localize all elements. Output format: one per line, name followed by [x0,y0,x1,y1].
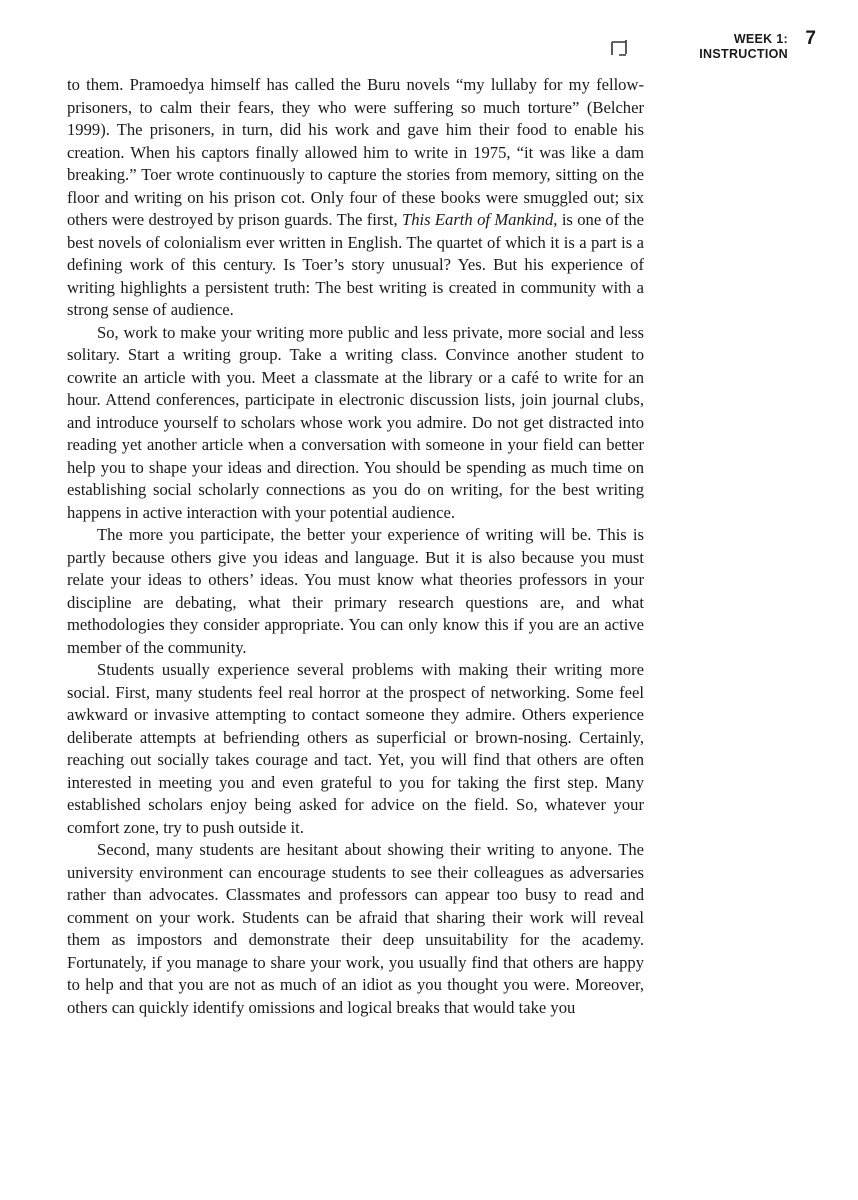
paragraph-1-part-2: is one of the best novels of colonialism ever written in English. The quartet of which it is a part is a defining work of this century. Is Toer’s story unusual? Yes. But his experience of writing highlights a persistent truth: The best writing is created in community with a strong sense of audience. [67,210,644,319]
paragraph-1 [67,74,644,322]
paragraph-3: The more you participate, the better your experience of writing will be. This is partly because others give you ideas and language. But it is also because you must relate your ideas to others’ ideas. You must know what theories professors in your discipline are debating, what their primary research questions are, and what methodologies they consider appropriate. You can only know this if you are an active member of the community. [67,525,644,657]
paragraph-4: Students usually experience several problems with making their writing more social. First, many students feel real horror at the prospect of networking. Some feel awkward or invasive attempting to contact someone they admire. Others experience deliberate attempts at befriending others as superficial or brown-nosing. Certainly, reaching out socially takes courage and tact. Yet, you will find that others are often interested in meeting you and even grateful to you for taking the first step. Many established scholars enjoy being asked for advice on the field. So, whatever your comfort zone, try to push outside it. [67,660,644,837]
paragraph-1-part-1: to them. Pramoedya himself has called the Buru novels “my lullaby for my fellow-prisoners, to calm their fears, they who were suffering so much torture” (Belcher 1999). The prisoners, in turn, did his work and gave him their food to enable his creation. When his captors finally allowed him to write in 1975, “it was like a dam breaking.” Toer wrote continuously to capture the stories from memory, sitting on the floor and writing on his prison cot. Only four of these books were smuggled out; six others were destroyed by prison guards. The first, [67,75,644,229]
paragraph-5: Second, many students are hesitant about showing their writing to anyone. The university environment can encourage students to see their colleagues as adversaries rather than advocates. Classmates and professors can appear too busy to read and comment on your work. Students can be afraid that sharing their work will reveal them as impostors and demonstrate their deep unsuitability for the academy. Fortunately, if you manage to share your work, you usually find that others are happy to help and that you are not as much of an idiot as you thought you were. Moreover, others can quickly identify omissions and logical breaks that would take you [67,840,644,1017]
week-label: WEEK 1: [733,32,788,46]
page-number: 7 [805,28,816,49]
running-header [690,30,820,64]
section-label: INSTRUCTION [699,47,788,61]
paragraph-2: So, work to make your writing more public and less private, more social and less solitary. Start a writing group. Take a writing class. Convince another student to cowrite an article with you. Meet a classmate at the library or a café to write for an hour. Attend conferences, participate in electronic discussion lists, join journal clubs, and introduce yourself to scholars whose work you admire. Do not get distracted into reading yet another article when a conversation with someone in your field can better help you to shape your ideas and direction. You should be spending as much time on establishing social scholarly connections as you do on writing, for the best writing happens in active interaction with your potential audience. [67,322,644,522]
body-text [67,74,644,1019]
chapter-label [699,32,788,62]
bracket-mark-icon [609,38,631,58]
book-title: This Earth of Mankind, [401,210,558,229]
